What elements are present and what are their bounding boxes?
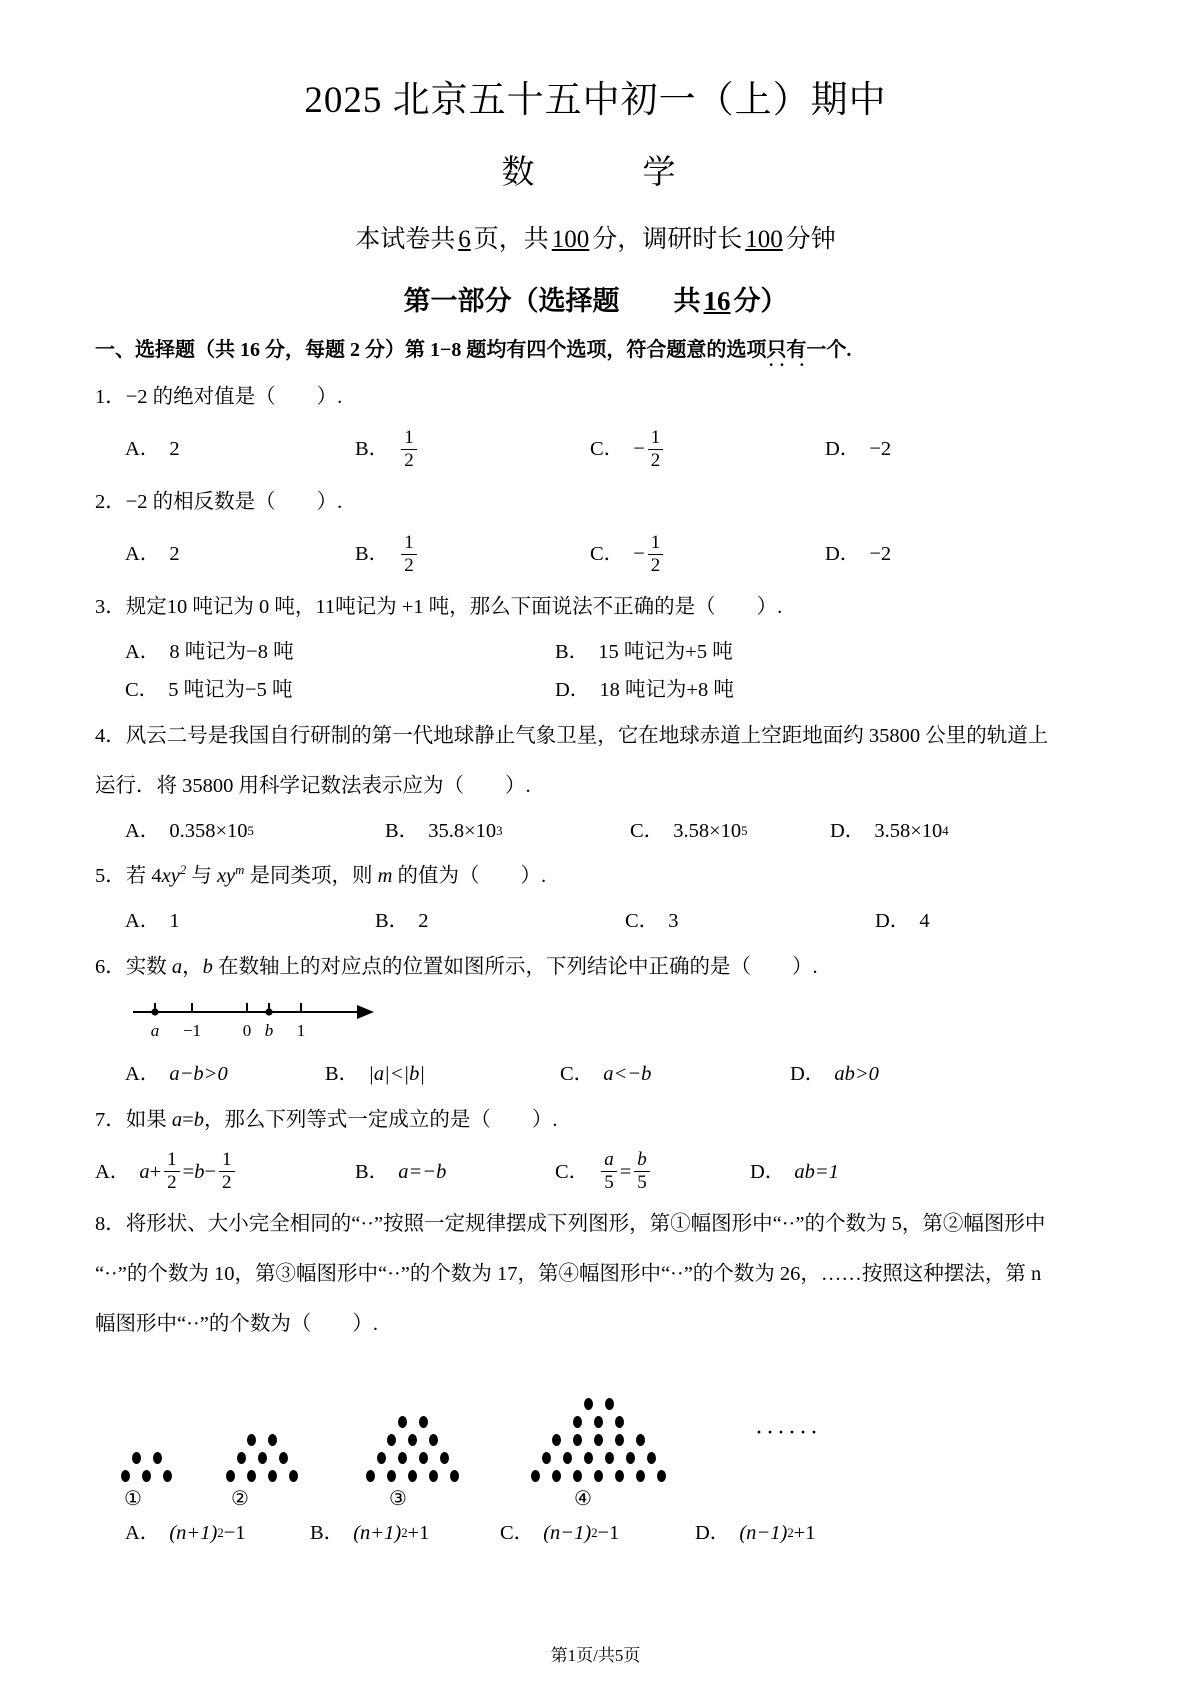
option-7-c[interactable]: C． $\frac{a}{5}$ = $\frac{b}{5}$ [555, 1150, 750, 1193]
option-8-a[interactable]: A． (n+1) 2 −1 [125, 1521, 246, 1544]
dot-row [126, 1449, 168, 1467]
dot [268, 1470, 277, 1482]
figure-2-label: ② [231, 1487, 249, 1510]
question-4-stem-line2: 运行．将 35800 用科学记数法表示应为（ ）. [95, 774, 531, 797]
figures-ellipsis: ······ [755, 1419, 821, 1446]
tick-label-a: a [150, 1020, 160, 1040]
dot-row [536, 1449, 662, 1467]
question-3 [95, 590, 1096, 626]
option-6-d[interactable]: D． ab>0 [790, 1062, 879, 1085]
exam-meta [95, 219, 1096, 255]
question-6: 6．实数 a，b 在数轴上的对应点的位置如图所示，下列结论中正确的是（ ）. [95, 956, 818, 978]
question-2-stem: −2 的相反数是（ ）. [125, 491, 343, 513]
dot [237, 1452, 246, 1464]
option-5-a[interactable]: A． 1 [125, 910, 180, 933]
option-4-b[interactable]: B． 35.8×10 3 [385, 819, 503, 842]
dot [121, 1470, 130, 1482]
option-6-c[interactable]: C． a<−b [560, 1062, 652, 1085]
dot [419, 1452, 428, 1464]
dot [247, 1434, 256, 1446]
option-5-c[interactable]: C． 3 [625, 910, 679, 933]
dot [636, 1434, 645, 1446]
dot [429, 1470, 438, 1482]
dot-row [546, 1431, 651, 1449]
question-8-options [95, 1519, 1096, 1548]
dot-row [231, 1449, 294, 1467]
part-title-score: 16 [703, 286, 731, 317]
question-8-stem-line1: 将形状、大小完全相同的“··”按照一定规律摆成下列图形，第①幅图形中“··”的个数为 5，第②幅图形中 [125, 1213, 1046, 1236]
dot [573, 1434, 582, 1446]
dot-row [241, 1431, 283, 1449]
option-7-b[interactable]: B． a=−b [355, 1160, 447, 1183]
part-one-title [95, 279, 1096, 318]
figure-1-label: ① [124, 1487, 142, 1510]
question-8-stem-line3-wrap [95, 1307, 1096, 1343]
question-3-stem: 规定10 吨记为 0 吨，11吨记为 +1 吨，那么下面说法不正确的是（ ）. [125, 595, 783, 618]
question-6-options [95, 1060, 1096, 1089]
option-6-a[interactable]: A． a−b>0 [125, 1062, 228, 1085]
option-2-b[interactable]: B． $\frac{1}{2}$ [355, 533, 590, 576]
dot-row [220, 1467, 304, 1485]
question-8 [95, 1207, 1096, 1243]
question-7-number: 7． [95, 1108, 126, 1131]
figure-3-label: ③ [389, 1487, 407, 1510]
tick-label-minus1: −1 [182, 1020, 202, 1040]
dot-row [371, 1449, 455, 1467]
question-1 [95, 380, 1096, 416]
option-5-b[interactable]: B． 2 [375, 910, 429, 933]
dot [552, 1470, 561, 1482]
question-8-stem-line2-wrap [95, 1257, 1096, 1293]
dot [615, 1416, 624, 1428]
option-3-a[interactable]: A． 8 吨记为−8 吨 [125, 640, 294, 663]
question-4-stem-line1: 风云二号是我国自行研制的第一代地球静止气象卫星，它在地球赤道上空距地面约 35800 公里的轨道上 [125, 725, 1049, 747]
dot-row [115, 1467, 178, 1485]
intro-end: . [846, 339, 852, 362]
dot [636, 1470, 645, 1482]
pattern-figures [95, 1361, 1096, 1511]
tick-label-0: 0 [242, 1020, 252, 1040]
question-4 [95, 719, 1096, 755]
dot [289, 1470, 298, 1482]
meta-prefix: 本试卷共 [355, 226, 456, 254]
option-7-a[interactable]: A． a + $\frac{1}{2}$ = b − $\frac{1}{2}$ [95, 1150, 355, 1193]
dot-row [578, 1395, 620, 1413]
dot-row [567, 1413, 630, 1431]
option-5-d[interactable]: D． 4 [875, 910, 930, 933]
subject-title: 数 学 [501, 155, 690, 192]
number-line-svg [129, 996, 389, 1048]
dot-row [525, 1467, 672, 1485]
option-1-b[interactable]: B． $\frac{1}{2}$ [355, 428, 590, 471]
dot [450, 1470, 459, 1482]
option-6-b[interactable]: B． |a|<|b| [325, 1062, 426, 1085]
question-4-number: 4． [95, 725, 126, 747]
option-1-c[interactable]: C． − $\frac{1}{2}$ [590, 428, 825, 471]
dot [531, 1470, 540, 1482]
part-title-after: 分） [733, 286, 788, 317]
dot [594, 1470, 603, 1482]
dot-row [392, 1413, 434, 1431]
dot [594, 1416, 603, 1428]
dot [552, 1434, 561, 1446]
dot [584, 1452, 593, 1464]
dot [605, 1398, 614, 1410]
dot [132, 1452, 141, 1464]
page-title: 2025 北京五十五中初一（上）期中 [304, 80, 887, 121]
figure-3 [360, 1413, 465, 1485]
question-8-stem-line2: “··”的个数为 10，第③幅图形中“··”的个数为 17，第④幅图形中“··”的个数为 26，……按照这种摆法，第 n [95, 1263, 1042, 1286]
option-3-b[interactable]: B． 15 吨记为+5 吨 [555, 640, 733, 663]
figure-4-label: ④ [574, 1487, 592, 1510]
dot [615, 1470, 624, 1482]
dot [398, 1452, 407, 1464]
question-2 [95, 485, 1096, 521]
dot-row [360, 1467, 465, 1485]
option-8-c[interactable]: C． (n−1) 2 −1 [500, 1521, 620, 1544]
option-4-a[interactable]: A． 0.358×10 5 [125, 819, 254, 842]
dot [226, 1470, 235, 1482]
option-4-d[interactable]: D． 3.58×10 4 [830, 819, 949, 842]
dot [279, 1452, 288, 1464]
option-8-d[interactable]: D． (n−1) 2 +1 [695, 1521, 816, 1544]
figure-1 [115, 1449, 178, 1485]
question-8-stem-line3: 幅图形中“··”的个数为（ ）. [95, 1313, 378, 1336]
question-3-options-row1 [95, 638, 1096, 667]
question-5-options [95, 907, 1096, 936]
dot [626, 1452, 635, 1464]
dot [573, 1416, 582, 1428]
meta-time: 100 [745, 226, 783, 254]
question-7: 7．如果 a=b，那么下列等式一定成立的是（ ）. [95, 1108, 558, 1131]
part-title-before: 第一部分（选择题 共 [403, 286, 701, 317]
dot [440, 1452, 449, 1464]
question-8-number: 8． [95, 1213, 126, 1236]
question-1-stem: −2 的绝对值是（ ）. [125, 386, 343, 409]
dot [366, 1470, 375, 1482]
dot [163, 1470, 172, 1482]
meta-mid2: 分，调研时长 [592, 226, 743, 254]
dot [268, 1434, 277, 1446]
dot [247, 1470, 256, 1482]
dot [594, 1434, 603, 1446]
dot [387, 1434, 396, 1446]
question-2-number: 2． [95, 491, 126, 513]
question-6-number: 6． [95, 956, 126, 978]
question-4-options [95, 817, 1096, 846]
dot [542, 1452, 551, 1464]
figure-2 [220, 1431, 304, 1485]
question-5: 5．若 $4xy^2$ 与 $xy^m$ 是同类项，则 m 的值为（ ）. [95, 863, 547, 888]
option-2-d[interactable]: D． −2 [825, 542, 892, 565]
meta-score: 100 [551, 226, 590, 254]
dot [419, 1416, 428, 1428]
tick-label-b: b [264, 1020, 274, 1040]
question-3-options-row2 [95, 676, 1096, 705]
dot [657, 1470, 666, 1482]
dot [573, 1470, 582, 1482]
dot [584, 1398, 593, 1410]
option-8-b[interactable]: B． (n+1) 2 +1 [310, 1521, 430, 1544]
dot [615, 1434, 624, 1446]
option-2-a[interactable]: A． 2 [125, 542, 180, 565]
option-3-d[interactable]: D． 18 吨记为+8 吨 [555, 679, 734, 702]
dot [408, 1434, 417, 1446]
number-line-figure [129, 996, 1096, 1048]
dot [377, 1452, 386, 1464]
intro-emphasis: 只有一个 ·· · [766, 334, 846, 366]
meta-pages: 6 [458, 226, 471, 254]
question-3-number: 3． [95, 595, 126, 618]
dot [605, 1452, 614, 1464]
dot [408, 1470, 417, 1482]
section-intro [95, 334, 1096, 366]
dot [647, 1452, 656, 1464]
dot [398, 1416, 407, 1428]
question-1-number: 1． [95, 386, 126, 409]
meta-suffix: 分钟 [785, 226, 836, 254]
dot [429, 1434, 438, 1446]
figure-4 [525, 1395, 672, 1485]
option-2-c[interactable]: C． − $\frac{1}{2}$ [590, 533, 825, 576]
option-1-a[interactable]: A． 2 [125, 438, 180, 461]
question-1-options [95, 428, 1096, 471]
question-4-stem-line2-wrap [95, 769, 1096, 805]
page-footer: 第1页/共5页 [550, 1646, 641, 1665]
dot [563, 1452, 572, 1464]
intro-text: 一、选择题（共 16 分，每题 2 分）第 1−8 题均有四个选项，符合题意的选项 [95, 339, 767, 362]
dot-row [381, 1431, 444, 1449]
option-3-c[interactable]: C． 5 吨记为−5 吨 [125, 679, 293, 702]
dot [258, 1452, 267, 1464]
option-7-d[interactable]: D． ab=1 [750, 1160, 839, 1183]
question-5-number: 5． [95, 865, 126, 888]
dot [153, 1452, 162, 1464]
dot [142, 1470, 151, 1482]
dot [387, 1470, 396, 1482]
meta-mid1: 页，共 [473, 226, 549, 254]
question-7-options [95, 1150, 1096, 1193]
option-4-c[interactable]: C． 3.58×10 5 [630, 819, 748, 842]
question-2-options [95, 533, 1096, 576]
tick-label-1: 1 [296, 1020, 306, 1040]
option-1-d[interactable]: D． −2 [825, 438, 892, 461]
